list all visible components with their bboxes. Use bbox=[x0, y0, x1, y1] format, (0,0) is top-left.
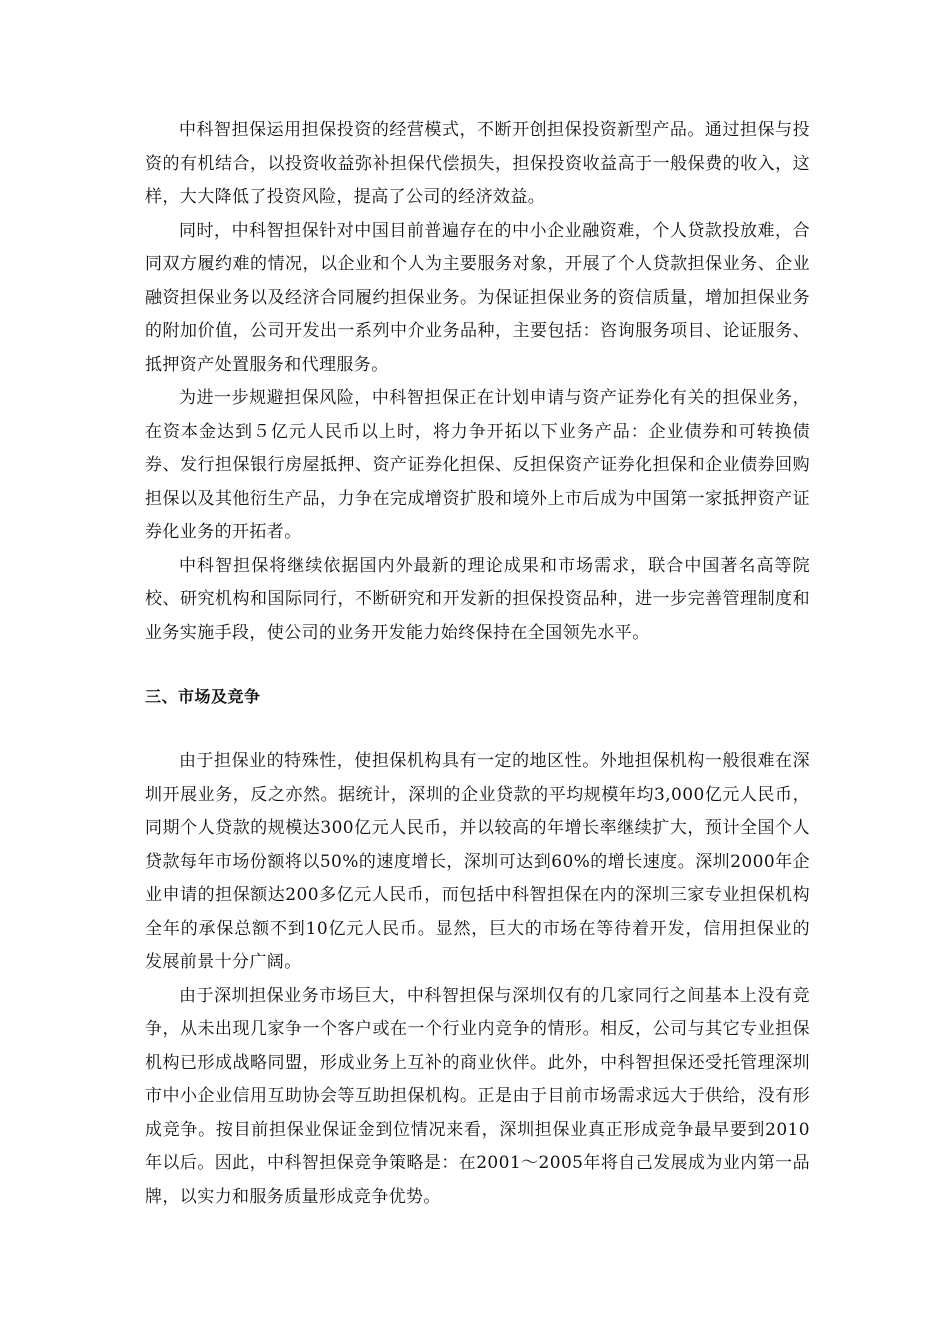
section-heading-market-competition: 三、市场及竞争 bbox=[145, 687, 261, 706]
paragraph-guarantee-investment-model: 中科智担保运用担保投资的经营模式，不断开创担保投资新型产品。通过担保与投资的有机结合，以投资收益弥补担保代偿损失，担保投资收益高于一般保费的收入，这样，大大降低了投资风险，提高了公司的经济效益。 bbox=[145, 120, 810, 207]
paragraph-competition-strategy: 由于深圳担保业务市场巨大，中科智担保与深圳仅有的几家同行之间基本上没有竞争，从未出现几家争一个客户或在一个行业内竞争的情形。相反，公司与其它专业担保机构已形成战略同盟，形成业务上互补的商业伙伴。此外，中科智担保还受托管理深圳市中小企业信用互助协会等互助担保机构。正是由于目前市场需求远大于供给，没有形成竞争。按目前担保业保证金到位情况来看，深圳担保业真正形成竞争最早要到2010年以后。因此，中科智担保竞争策略是：在2001～2005年将自己发展成为业内第一品牌，以实力和服务质量形成竞争优势。 bbox=[145, 985, 810, 1207]
paragraph-regional-market: 由于担保业的特殊性，使担保机构具有一定的地区性。外地担保机构一般很难在深圳开展业务，反之亦然。据统计，深圳的企业贷款的平均规模年均3,000亿元人民币，同期个人贷款的规模达300亿元人民币，并以较高的年增长率继续扩大，预计全国个人贷款每年市场份额将以50%的速度增长，深圳可达到60%的增长速度。深圳2000年企业申请的担保额达200多亿元人民币，而包括中科智担保在内的深圳三家专业担保机构全年的承保总额不到10亿元人民币。显然，巨大的市场在等待着开发，信用担保业的发展前景十分广阔。 bbox=[145, 751, 810, 972]
document-page bbox=[145, 114, 810, 1214]
paragraph-service-targets: 同时，中科智担保针对中国目前普遍存在的中小企业融资难，个人贷款投放难，合同双方履约难的情况，以企业和个人为主要服务对象，开展了个人贷款担保业务、企业融资担保业务以及经济合同履约担保业务。为保证担保业务的资信质量，增加担保业务的附加价值，公司开发出一系列中介业务品种，主要包括：咨询服务项目、论证服务、抵押资产处置服务和代理服务。 bbox=[145, 220, 810, 375]
paragraph-asset-securitization-plan: 为进一步规避担保风险，中科智担保正在计划申请与资产证券化有关的担保业务，在资本金达到５亿元人民币以上时，将力争开拓以下业务产品：企业债券和可转换债券、发行担保银行房屋抵押、资产证券化担保、反担保资产证券化担保和企业债券回购担保以及其他衍生产品，力争在完成增资扩股和境外上市后成为中国第一家抵押资产证券化业务的开拓者。 bbox=[145, 388, 810, 542]
paragraph-research-development: 中科智担保将继续依据国内外最新的理论成果和市场需求，联合中国著名高等院校、研究机构和国际同行，不断研究和开发新的担保投资品种，进一步完善管理制度和业务实施手段，使公司的业务开发能力始终保持在全国领先水平。 bbox=[145, 555, 810, 643]
